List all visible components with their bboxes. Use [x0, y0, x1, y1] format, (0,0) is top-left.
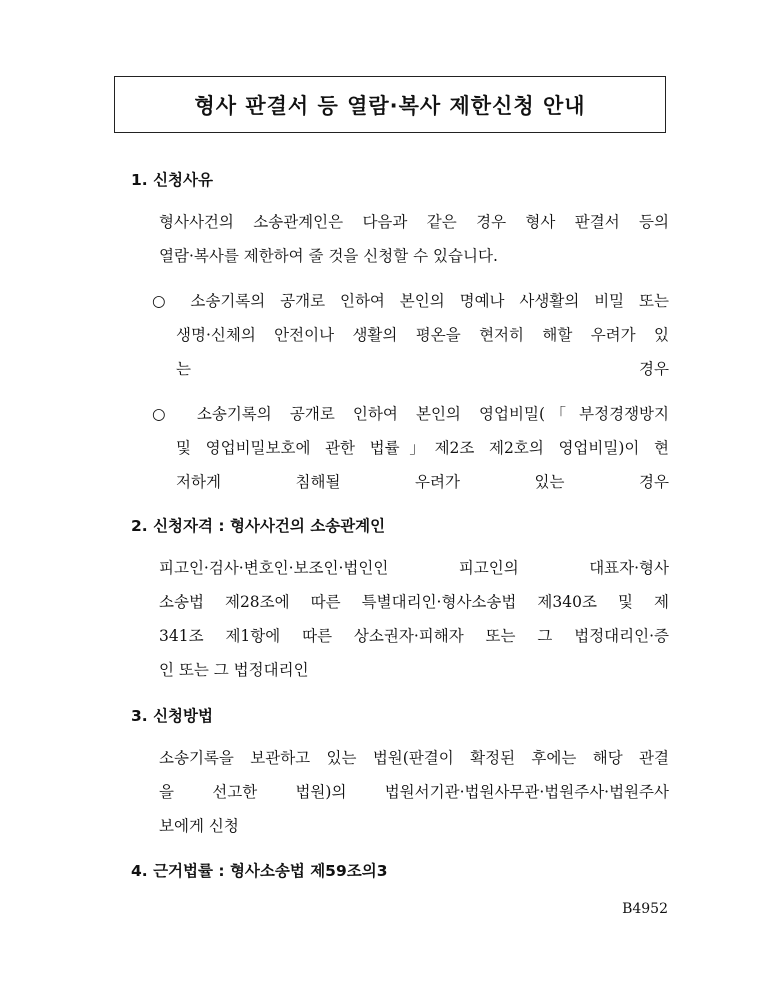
document-code: B4952: [622, 901, 668, 917]
reason-bullet-2-line-3: 저하게 침해될 우려가 있는 경우: [176, 473, 669, 491]
section-heading-method: 3. 신청방법: [131, 707, 213, 725]
reason-bullet-2-line-1: ○ 소송기록의 공개로 인하여 본인의 영업비밀(「부정경쟁방지: [152, 405, 669, 423]
section-heading-legal-basis: 4. 근거법률 : 형사소송법 제59조의3: [131, 862, 388, 880]
method-line-2: 을 선고한 법원)의 법원서기관·법원사무관·법원주사·법원주사: [159, 783, 669, 801]
title-box: [114, 76, 666, 133]
section-heading-eligibility: 2. 신청자격 : 형사사건의 소송관계인: [131, 517, 386, 535]
section-heading-reason: 1. 신청사유: [131, 171, 213, 189]
reason-bullet-1-line-1: ○ 소송기록의 공개로 인하여 본인의 명예나 사생활의 비밀 또는: [152, 292, 669, 310]
reason-intro-line-1: 형사사건의 소송관계인은 다음과 같은 경우 형사 판결서 등의: [159, 213, 669, 231]
reason-bullet-1-line-2: 생명·신체의 안전이나 생활의 평온을 현저히 해할 우려가 있: [176, 326, 669, 344]
reason-bullet-1-line-3: 는 경우: [176, 360, 669, 378]
method-line-1: 소송기록을 보관하고 있는 법원(판결이 확정된 후에는 해당 관결: [159, 749, 669, 767]
eligibility-line-1: 피고인·검사·변호인·보조인·법인인 피고인의 대표자·형사: [159, 559, 669, 577]
eligibility-line-4: 인 또는 그 법정대리인: [159, 661, 309, 679]
eligibility-line-3: 341조 제1항에 따른 상소권자·피해자 또는 그 법정대리인·증: [159, 627, 669, 645]
reason-bullet-2-line-2: 및 영업비밀보호에 관한 법률」제2조 제2호의 영업비밀)이 현: [176, 439, 669, 457]
reason-intro-line-2: 열람·복사를 제한하여 줄 것을 신청할 수 있습니다.: [159, 247, 498, 265]
eligibility-line-2: 소송법 제28조에 따른 특별대리인·형사소송법 제340조 및 제: [159, 593, 669, 611]
method-line-3: 보에게 신청: [159, 817, 239, 835]
page-title: 형사 판결서 등 열람·복사 제한신청 안내: [194, 93, 586, 118]
